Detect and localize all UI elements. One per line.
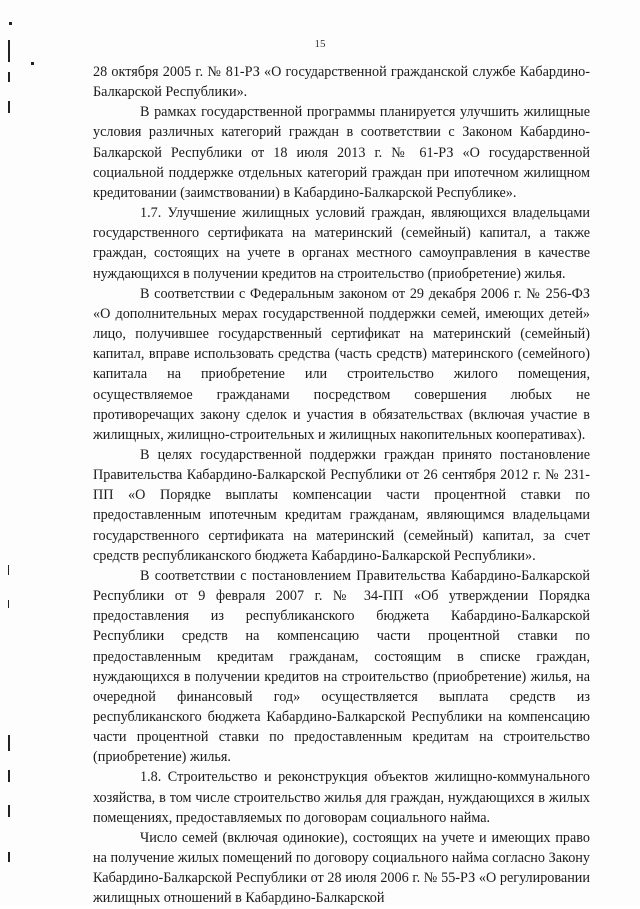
scan-artifact-line xyxy=(8,770,10,782)
scan-artifact-dot xyxy=(9,22,12,25)
paragraph: В целях государственной поддержки граждан принято постановление Правительства Кабардино-Балкарской Республики от 26 сентября 2012 г. № 231-ПП «О Порядке выплаты компенсации части процентной ставки по предоставленным ипотечным кредитам гражданам, являющимся владельцами государственного сертификата на материнский (семейный) капитал, за счет средств республиканского бюджета Кабардино-Балкарской Республики». xyxy=(93,446,590,564)
paragraph: Число семей (включая одинокие), состоящих на учете и имеющих право на получение жилых помещений по договору социального найма согласно Закону Кабардино-Балкарской Республики от 28 июля 2006 г. № 55-РЗ «О регулировании жилищных отношений в Кабардино-Балкарской xyxy=(93,829,590,907)
scan-artifact-line xyxy=(8,72,10,82)
page-number: 15 xyxy=(314,38,326,50)
scan-artifact-line xyxy=(8,852,10,862)
paragraph: В рамках государственной программы планируется улучшить жилищные условия различных категорий граждан в соответствии с Законом Кабардино-Балкарской Республики от 18 июля 2013 г. № 61-РЗ «О государственной социальной поддержке отдельных категорий граждан при ипотечном жилищном кредитовании (заимствовании) в Кабардино-Балкарской Республике». xyxy=(93,104,590,201)
scan-artifact-line xyxy=(8,600,9,608)
paragraph: В соответствии с постановлением Правительства Кабардино-Балкарской Республики от 9 февраля 2007 г. № 34-ПП «Об утверждении Порядка предоставления из республиканского бюджета Кабардино-Балкарской Республики средств на компенсацию части процентной ставки по предоставленным кредитам гражданам, состоящим в списке граждан, нуждающихся в получении кредитов на строительство (приобретение) жилья, на очередной финансовый год» осуществляется выплата средств из республиканского бюджета Кабардино-Балкарской Республики на компенсацию части процентной ставки по предоставленным кредитам на строительство (приобретение) жилья. xyxy=(93,567,590,766)
scan-artifact-line xyxy=(8,805,10,817)
scan-artifact-dot xyxy=(31,62,34,65)
paragraph: 1.8. Строительство и реконструкция объектов жилищно-коммунального хозяйства, в том числе строительство жилья для граждан, нуждающихся в жилых помещениях, предоставляемых по договорам социального найма. xyxy=(93,769,590,826)
paragraph: 1.7. Улучшение жилищных условий граждан, являющихся владельцами государственного сертификата на материнский (семейный) капитал, а также граждан, состоящих на учете в органах местного самоуправления в качестве нуждающихся в получении кредитов на строительство (приобретение) жилья. xyxy=(93,205,590,282)
scan-artifact-line xyxy=(8,735,10,751)
document-body xyxy=(93,62,590,909)
scan-artifact-line xyxy=(8,101,10,113)
paragraph: 28 октября 2005 г. № 81-РЗ «О государственной гражданской службе Кабардино-Балкарской Республики». xyxy=(93,64,590,101)
scan-artifact-line xyxy=(8,565,9,575)
paragraph: В соответствии с Федеральным законом от 29 декабря 2006 г. № 256-ФЗ «О дополнительных мерах государственной поддержки семей, имеющих детей» лицо, получившее государственный сертификат на материнский (семейный) капитал, вправе использовать средства (часть средств) материнского (семейного) капитала на приобретение или строительство жилого помещения, осуществляемое гражданами посредством совершения любых не противоречащих закону сделок и участия в обязательствах (включая участие в жилищных, жилищно-строительных и жилищных накопительных кооперативах). xyxy=(93,285,590,443)
